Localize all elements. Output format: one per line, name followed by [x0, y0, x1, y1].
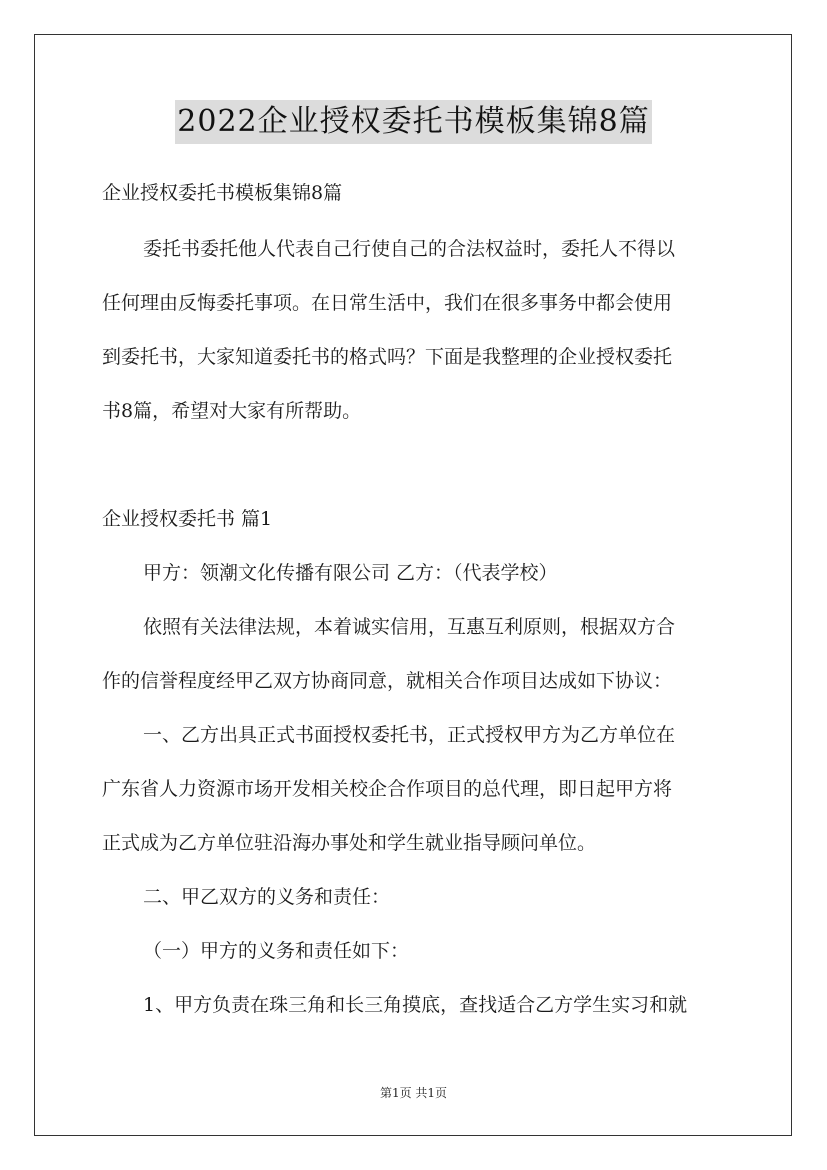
clause1-line-1: 一、乙方出具正式书面授权委托书，正式授权甲方为乙方单位在 [143, 724, 676, 746]
document-subtitle: 企业授权委托书模板集锦8篇 [102, 182, 343, 204]
basis-line-1: 依照有关法律法规，本着诚实信用，互惠互利原则，根据双方合 [143, 616, 676, 638]
clause2-item-1: 1、甲方负责在珠三角和长三角摸底，查找适合乙方学生实习和就 [143, 994, 688, 1016]
document-title [0, 100, 827, 144]
clause1-line-3: 正式成为乙方单位驻沿海办事处和学生就业指导顾问单位。 [102, 832, 597, 854]
page-footer: 第1页 共1页 [379, 1086, 448, 1100]
clause2-heading: 二、甲乙双方的义务和责任： [143, 886, 391, 908]
intro-line-4: 书8篇，希望对大家有所帮助。 [102, 400, 362, 422]
intro-line-3: 到委托书，大家知道委托书的格式吗？下面是我整理的企业授权委托 [102, 346, 673, 368]
intro-line-2: 任何理由反悔委托事项。在日常生活中，我们在很多事务中都会使用 [102, 292, 673, 314]
clause2-subheading: （一）甲方的义务和责任如下： [143, 940, 410, 962]
document-title-text: 2022企业授权委托书模板集锦8篇 [175, 100, 651, 144]
intro-line-1: 委托书委托他人代表自己行使自己的合法权益时，委托人不得以 [143, 238, 676, 260]
section-heading: 企业授权委托书 篇1 [102, 508, 273, 530]
parties-line: 甲方：领潮文化传播有限公司 乙方：（代表学校） [143, 562, 558, 584]
clause1-line-2: 广东省人力资源市场开发相关校企合作项目的总代理，即日起甲方将 [102, 778, 673, 800]
basis-line-2: 作的信誉程度经甲乙双方协商同意，就相关合作项目达成如下协议： [102, 670, 673, 692]
